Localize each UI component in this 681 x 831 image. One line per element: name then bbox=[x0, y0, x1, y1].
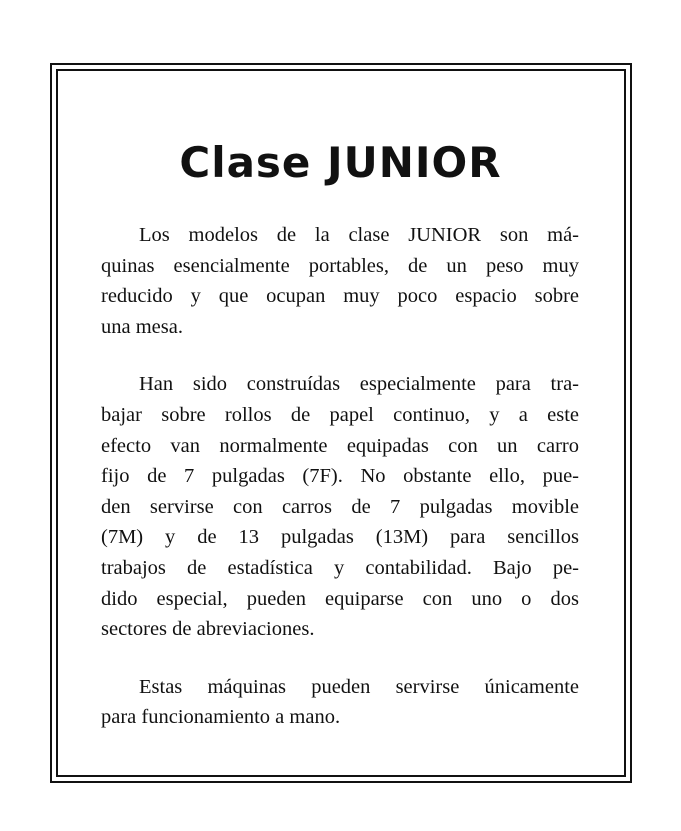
text-line: dido especial, pueden equiparse con uno o dos bbox=[101, 587, 579, 610]
text-line: Estas máquinas pueden servirse únicamente bbox=[139, 675, 579, 698]
text-line: Han sido construídas especialmente para tra- bbox=[139, 373, 579, 396]
text-line: una mesa. bbox=[101, 315, 183, 338]
text-line: bajar sobre rollos de papel continuo, y a este bbox=[101, 403, 579, 426]
paragraph-operation bbox=[101, 672, 579, 733]
text-line: reducido y que ocupan muy poco espacio sobre bbox=[101, 285, 579, 308]
page-title: Clase JUNIOR bbox=[179, 138, 502, 187]
text-line: efecto van normalmente equipadas con un carro bbox=[101, 434, 579, 457]
text-line: Los modelos de la clase JUNIOR son má- bbox=[139, 224, 579, 246]
text-line: sectores de abreviaciones. bbox=[101, 618, 315, 641]
text-line: fijo de 7 pulgadas (7F). No obstante ello, pue- bbox=[101, 465, 579, 488]
text-line: (7M) y de 13 pulgadas (13M) para sencillos bbox=[101, 526, 579, 549]
paragraph-carriages bbox=[101, 369, 579, 644]
text-line: quinas esencialmente portables, de un peso muy bbox=[101, 254, 579, 277]
text-line: den servirse con carros de 7 pulgadas movible bbox=[101, 495, 579, 518]
paragraph-intro bbox=[101, 220, 579, 342]
body-text bbox=[101, 220, 579, 760]
text-line: trabajos de estadística y contabilidad. Bajo pe- bbox=[101, 556, 579, 579]
text-line: para funcionamiento a mano. bbox=[101, 706, 341, 729]
